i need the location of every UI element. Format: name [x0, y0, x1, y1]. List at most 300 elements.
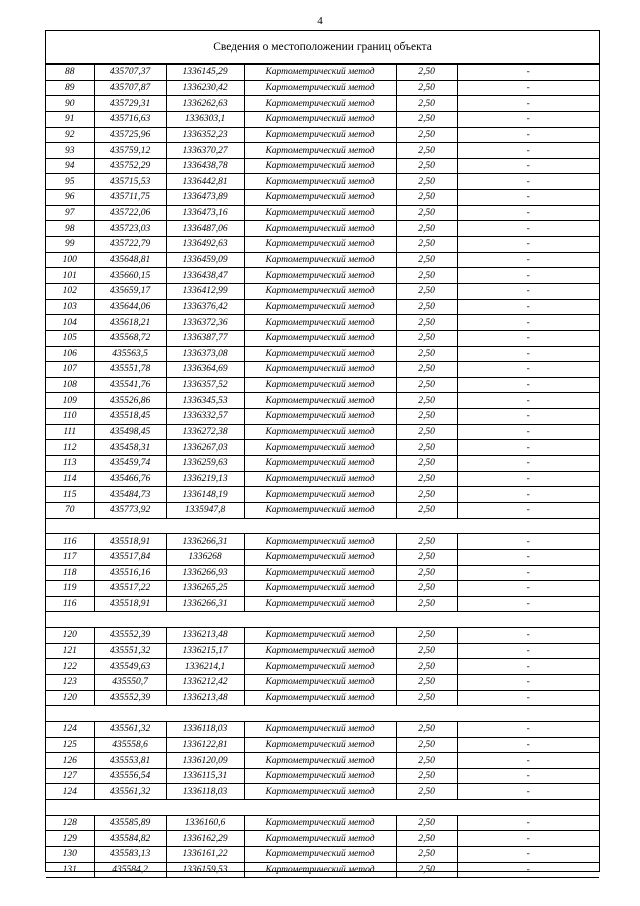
- point-number-cell: 116: [46, 534, 94, 550]
- description-cell: -: [457, 393, 599, 409]
- x-coordinate-cell: 435725,96: [94, 127, 166, 143]
- x-coordinate-cell: 435549,63: [94, 659, 166, 675]
- accuracy-cell: 2,50: [396, 502, 457, 518]
- description-cell: -: [457, 96, 599, 112]
- point-number-cell: 106: [46, 346, 94, 362]
- y-coordinate-cell: 1336212,42: [166, 674, 244, 690]
- description-cell: -: [457, 283, 599, 299]
- accuracy-cell: 2,50: [396, 534, 457, 550]
- x-coordinate-cell: 435516,16: [94, 565, 166, 581]
- description-cell: -: [457, 330, 599, 346]
- method-cell: Картометрический метод: [244, 581, 396, 597]
- point-number-cell: 120: [46, 628, 94, 644]
- description-cell: -: [457, 862, 599, 878]
- point-number-cell: 91: [46, 111, 94, 127]
- x-coordinate-cell: 435550,7: [94, 674, 166, 690]
- accuracy-cell: 2,50: [396, 784, 457, 800]
- table-row: [46, 299, 599, 315]
- boundary-table-sheet: [45, 30, 600, 875]
- method-cell: Картометрический метод: [244, 471, 396, 487]
- table-row: [46, 362, 599, 378]
- point-number-cell: 131: [46, 862, 94, 878]
- method-cell: Картометрический метод: [244, 377, 396, 393]
- description-cell: -: [457, 502, 599, 518]
- y-coordinate-cell: 1336357,52: [166, 377, 244, 393]
- table-row: [46, 768, 599, 784]
- group-separator-row: [46, 800, 599, 816]
- description-cell: -: [457, 831, 599, 847]
- table-row: [46, 815, 599, 831]
- x-coordinate-cell: 435773,92: [94, 502, 166, 518]
- method-cell: Картометрический метод: [244, 768, 396, 784]
- description-cell: -: [457, 174, 599, 190]
- method-cell: Картометрический метод: [244, 502, 396, 518]
- method-cell: Картометрический метод: [244, 80, 396, 96]
- table-row: [46, 237, 599, 253]
- point-number-cell: 97: [46, 205, 94, 221]
- description-cell: -: [457, 299, 599, 315]
- method-cell: Картометрический метод: [244, 330, 396, 346]
- description-cell: -: [457, 205, 599, 221]
- separator-cell: [46, 706, 599, 722]
- description-cell: -: [457, 565, 599, 581]
- y-coordinate-cell: 1336161,22: [166, 847, 244, 863]
- description-cell: -: [457, 815, 599, 831]
- method-cell: Картометрический метод: [244, 424, 396, 440]
- y-coordinate-cell: 1336438,47: [166, 268, 244, 284]
- method-cell: Картометрический метод: [244, 96, 396, 112]
- point-number-cell: 125: [46, 737, 94, 753]
- table-row: [46, 549, 599, 565]
- point-number-cell: 108: [46, 377, 94, 393]
- y-coordinate-cell: 1336473,89: [166, 190, 244, 206]
- description-cell: -: [457, 471, 599, 487]
- accuracy-cell: 2,50: [396, 659, 457, 675]
- point-number-cell: 92: [46, 127, 94, 143]
- y-coordinate-cell: 1336213,48: [166, 628, 244, 644]
- point-number-cell: 100: [46, 252, 94, 268]
- description-cell: -: [457, 847, 599, 863]
- accuracy-cell: 2,50: [396, 862, 457, 878]
- accuracy-cell: 2,50: [396, 565, 457, 581]
- description-cell: -: [457, 252, 599, 268]
- x-coordinate-cell: 435552,39: [94, 628, 166, 644]
- x-coordinate-cell: 435551,32: [94, 643, 166, 659]
- description-cell: -: [457, 80, 599, 96]
- point-number-cell: 88: [46, 65, 94, 81]
- x-coordinate-cell: 435498,45: [94, 424, 166, 440]
- table-row: [46, 221, 599, 237]
- accuracy-cell: 2,50: [396, 815, 457, 831]
- description-cell: -: [457, 487, 599, 503]
- y-coordinate-cell: 1335947,8: [166, 502, 244, 518]
- accuracy-cell: 2,50: [396, 299, 457, 315]
- group-separator-row: [46, 612, 599, 628]
- point-number-cell: 98: [46, 221, 94, 237]
- y-coordinate-cell: 1336387,77: [166, 330, 244, 346]
- accuracy-cell: 2,50: [396, 440, 457, 456]
- table-row: [46, 174, 599, 190]
- x-coordinate-cell: 435707,37: [94, 65, 166, 81]
- method-cell: Картометрический метод: [244, 315, 396, 331]
- x-coordinate-cell: 435466,76: [94, 471, 166, 487]
- page-number: 4: [317, 15, 323, 27]
- table-row: [46, 409, 599, 425]
- y-coordinate-cell: 1336230,42: [166, 80, 244, 96]
- y-coordinate-cell: 1336159,53: [166, 862, 244, 878]
- description-cell: -: [457, 111, 599, 127]
- x-coordinate-cell: 435459,74: [94, 456, 166, 472]
- method-cell: Картометрический метод: [244, 268, 396, 284]
- description-cell: -: [457, 409, 599, 425]
- x-coordinate-cell: 435551,78: [94, 362, 166, 378]
- method-cell: Картометрический метод: [244, 440, 396, 456]
- method-cell: Картометрический метод: [244, 143, 396, 159]
- accuracy-cell: 2,50: [396, 127, 457, 143]
- table-row: [46, 502, 599, 518]
- point-number-cell: 124: [46, 784, 94, 800]
- x-coordinate-cell: 435648,81: [94, 252, 166, 268]
- method-cell: Картометрический метод: [244, 690, 396, 706]
- point-number-cell: 117: [46, 549, 94, 565]
- method-cell: Картометрический метод: [244, 393, 396, 409]
- description-cell: -: [457, 440, 599, 456]
- group-separator-row: [46, 518, 599, 534]
- method-cell: Картометрический метод: [244, 205, 396, 221]
- x-coordinate-cell: 435517,22: [94, 581, 166, 597]
- accuracy-cell: 2,50: [396, 409, 457, 425]
- point-number-cell: 116: [46, 596, 94, 612]
- point-number-cell: 111: [46, 424, 94, 440]
- table-row: [46, 721, 599, 737]
- accuracy-cell: 2,50: [396, 393, 457, 409]
- accuracy-cell: 2,50: [396, 377, 457, 393]
- y-coordinate-cell: 1336492,63: [166, 237, 244, 253]
- x-coordinate-cell: 435526,86: [94, 393, 166, 409]
- point-number-cell: 129: [46, 831, 94, 847]
- accuracy-cell: 2,50: [396, 268, 457, 284]
- table-row: [46, 143, 599, 159]
- description-cell: -: [457, 581, 599, 597]
- table-row: [46, 565, 599, 581]
- table-row: [46, 831, 599, 847]
- description-cell: -: [457, 424, 599, 440]
- description-cell: -: [457, 784, 599, 800]
- point-number-cell: 118: [46, 565, 94, 581]
- description-cell: -: [457, 190, 599, 206]
- table-heading: Сведения о местоположении границ объекта: [46, 31, 599, 64]
- accuracy-cell: 2,50: [396, 315, 457, 331]
- point-number-cell: 110: [46, 409, 94, 425]
- accuracy-cell: 2,50: [396, 471, 457, 487]
- table-row: [46, 643, 599, 659]
- accuracy-cell: 2,50: [396, 65, 457, 81]
- separator-cell: [46, 800, 599, 816]
- y-coordinate-cell: 1336148,19: [166, 487, 244, 503]
- point-number-cell: 113: [46, 456, 94, 472]
- point-number-cell: 119: [46, 581, 94, 597]
- table-row: [46, 315, 599, 331]
- method-cell: Картометрический метод: [244, 815, 396, 831]
- coordinates-table: [46, 64, 599, 878]
- x-coordinate-cell: 435556,54: [94, 768, 166, 784]
- accuracy-cell: 2,50: [396, 96, 457, 112]
- y-coordinate-cell: 1336487,06: [166, 221, 244, 237]
- y-coordinate-cell: 1336259,63: [166, 456, 244, 472]
- method-cell: Картометрический метод: [244, 221, 396, 237]
- y-coordinate-cell: 1336160,6: [166, 815, 244, 831]
- point-number-cell: 104: [46, 315, 94, 331]
- description-cell: -: [457, 659, 599, 675]
- table-row: [46, 283, 599, 299]
- description-cell: -: [457, 721, 599, 737]
- x-coordinate-cell: 435584,82: [94, 831, 166, 847]
- table-row: [46, 268, 599, 284]
- x-coordinate-cell: 435583,13: [94, 847, 166, 863]
- table-row: [46, 80, 599, 96]
- accuracy-cell: 2,50: [396, 549, 457, 565]
- table-row: [46, 96, 599, 112]
- method-cell: Картометрический метод: [244, 237, 396, 253]
- y-coordinate-cell: 1336118,03: [166, 721, 244, 737]
- description-cell: -: [457, 456, 599, 472]
- y-coordinate-cell: 1336118,03: [166, 784, 244, 800]
- table-row: [46, 377, 599, 393]
- x-coordinate-cell: 435715,53: [94, 174, 166, 190]
- point-number-cell: 127: [46, 768, 94, 784]
- x-coordinate-cell: 435729,31: [94, 96, 166, 112]
- table-row: [46, 534, 599, 550]
- description-cell: -: [457, 127, 599, 143]
- x-coordinate-cell: 435563,5: [94, 346, 166, 362]
- y-coordinate-cell: 1336219,13: [166, 471, 244, 487]
- point-number-cell: 70: [46, 502, 94, 518]
- description-cell: -: [457, 377, 599, 393]
- y-coordinate-cell: 1336370,27: [166, 143, 244, 159]
- accuracy-cell: 2,50: [396, 205, 457, 221]
- description-cell: -: [457, 768, 599, 784]
- table-row: [46, 252, 599, 268]
- accuracy-cell: 2,50: [396, 346, 457, 362]
- point-number-cell: 103: [46, 299, 94, 315]
- table-row: [46, 65, 599, 81]
- point-number-cell: 90: [46, 96, 94, 112]
- y-coordinate-cell: 1336372,36: [166, 315, 244, 331]
- accuracy-cell: 2,50: [396, 424, 457, 440]
- table-row: [46, 737, 599, 753]
- x-coordinate-cell: 435458,31: [94, 440, 166, 456]
- method-cell: Картометрический метод: [244, 643, 396, 659]
- accuracy-cell: 2,50: [396, 768, 457, 784]
- y-coordinate-cell: 1336262,63: [166, 96, 244, 112]
- point-number-cell: 122: [46, 659, 94, 675]
- description-cell: -: [457, 628, 599, 644]
- table-row: [46, 346, 599, 362]
- y-coordinate-cell: 1336459,09: [166, 252, 244, 268]
- accuracy-cell: 2,50: [396, 158, 457, 174]
- x-coordinate-cell: 435541,76: [94, 377, 166, 393]
- accuracy-cell: 2,50: [396, 674, 457, 690]
- x-coordinate-cell: 435568,72: [94, 330, 166, 346]
- x-coordinate-cell: 435518,91: [94, 596, 166, 612]
- accuracy-cell: 2,50: [396, 190, 457, 206]
- accuracy-cell: 2,50: [396, 221, 457, 237]
- method-cell: Картометрический метод: [244, 158, 396, 174]
- description-cell: -: [457, 549, 599, 565]
- method-cell: Картометрический метод: [244, 565, 396, 581]
- description-cell: -: [457, 690, 599, 706]
- x-coordinate-cell: 435517,84: [94, 549, 166, 565]
- table-row: [46, 628, 599, 644]
- table-row: [46, 205, 599, 221]
- x-coordinate-cell: 435722,06: [94, 205, 166, 221]
- y-coordinate-cell: 1336215,17: [166, 643, 244, 659]
- accuracy-cell: 2,50: [396, 456, 457, 472]
- accuracy-cell: 2,50: [396, 330, 457, 346]
- method-cell: Картометрический метод: [244, 362, 396, 378]
- method-cell: Картометрический метод: [244, 111, 396, 127]
- accuracy-cell: 2,50: [396, 252, 457, 268]
- separator-cell: [46, 518, 599, 534]
- description-cell: -: [457, 346, 599, 362]
- description-cell: -: [457, 753, 599, 769]
- method-cell: Картометрический метод: [244, 784, 396, 800]
- table-row: [46, 690, 599, 706]
- point-number-cell: 101: [46, 268, 94, 284]
- y-coordinate-cell: 1336214,1: [166, 659, 244, 675]
- accuracy-cell: 2,50: [396, 237, 457, 253]
- point-number-cell: 93: [46, 143, 94, 159]
- description-cell: -: [457, 596, 599, 612]
- point-number-cell: 112: [46, 440, 94, 456]
- method-cell: Картометрический метод: [244, 753, 396, 769]
- method-cell: Картометрический метод: [244, 409, 396, 425]
- table-row: [46, 330, 599, 346]
- table-row: [46, 847, 599, 863]
- method-cell: Картометрический метод: [244, 659, 396, 675]
- point-number-cell: 94: [46, 158, 94, 174]
- table-row: [46, 471, 599, 487]
- point-number-cell: 121: [46, 643, 94, 659]
- table-row: [46, 111, 599, 127]
- y-coordinate-cell: 1336266,31: [166, 534, 244, 550]
- y-coordinate-cell: 1336345,53: [166, 393, 244, 409]
- method-cell: Картометрический метод: [244, 596, 396, 612]
- point-number-cell: 89: [46, 80, 94, 96]
- x-coordinate-cell: 435759,12: [94, 143, 166, 159]
- accuracy-cell: 2,50: [396, 737, 457, 753]
- accuracy-cell: 2,50: [396, 690, 457, 706]
- point-number-cell: 114: [46, 471, 94, 487]
- method-cell: Картометрический метод: [244, 65, 396, 81]
- method-cell: Картометрический метод: [244, 628, 396, 644]
- method-cell: Картометрический метод: [244, 862, 396, 878]
- method-cell: Картометрический метод: [244, 549, 396, 565]
- point-number-cell: 99: [46, 237, 94, 253]
- method-cell: Картометрический метод: [244, 847, 396, 863]
- x-coordinate-cell: 435552,39: [94, 690, 166, 706]
- x-coordinate-cell: 435716,63: [94, 111, 166, 127]
- method-cell: Картометрический метод: [244, 283, 396, 299]
- description-cell: -: [457, 643, 599, 659]
- method-cell: Картометрический метод: [244, 190, 396, 206]
- description-cell: -: [457, 674, 599, 690]
- table-row: [46, 424, 599, 440]
- point-number-cell: 120: [46, 690, 94, 706]
- y-coordinate-cell: 1336352,23: [166, 127, 244, 143]
- table-row: [46, 190, 599, 206]
- method-cell: Картометрический метод: [244, 721, 396, 737]
- table-row: [46, 784, 599, 800]
- y-coordinate-cell: 1336120,09: [166, 753, 244, 769]
- method-cell: Картометрический метод: [244, 534, 396, 550]
- y-coordinate-cell: 1336442,81: [166, 174, 244, 190]
- point-number-cell: 115: [46, 487, 94, 503]
- x-coordinate-cell: 435558,6: [94, 737, 166, 753]
- description-cell: -: [457, 221, 599, 237]
- y-coordinate-cell: 1336266,93: [166, 565, 244, 581]
- point-number-cell: 128: [46, 815, 94, 831]
- accuracy-cell: 2,50: [396, 111, 457, 127]
- description-cell: -: [457, 65, 599, 81]
- table-row: [46, 127, 599, 143]
- method-cell: Картометрический метод: [244, 299, 396, 315]
- method-cell: Картометрический метод: [244, 127, 396, 143]
- accuracy-cell: 2,50: [396, 581, 457, 597]
- y-coordinate-cell: 1336272,38: [166, 424, 244, 440]
- y-coordinate-cell: 1336268: [166, 549, 244, 565]
- y-coordinate-cell: 1336373,08: [166, 346, 244, 362]
- x-coordinate-cell: 435618,21: [94, 315, 166, 331]
- accuracy-cell: 2,50: [396, 596, 457, 612]
- method-cell: Картометрический метод: [244, 456, 396, 472]
- accuracy-cell: 2,50: [396, 643, 457, 659]
- x-coordinate-cell: 435752,29: [94, 158, 166, 174]
- point-number-cell: 126: [46, 753, 94, 769]
- method-cell: Картометрический метод: [244, 174, 396, 190]
- x-coordinate-cell: 435707,87: [94, 80, 166, 96]
- table-row: [46, 440, 599, 456]
- point-number-cell: 123: [46, 674, 94, 690]
- y-coordinate-cell: 1336115,31: [166, 768, 244, 784]
- description-cell: -: [457, 737, 599, 753]
- accuracy-cell: 2,50: [396, 753, 457, 769]
- accuracy-cell: 2,50: [396, 174, 457, 190]
- accuracy-cell: 2,50: [396, 283, 457, 299]
- point-number-cell: 105: [46, 330, 94, 346]
- x-coordinate-cell: 435644,06: [94, 299, 166, 315]
- point-number-cell: 130: [46, 847, 94, 863]
- point-number-cell: 95: [46, 174, 94, 190]
- y-coordinate-cell: 1336376,42: [166, 299, 244, 315]
- group-separator-row: [46, 706, 599, 722]
- y-coordinate-cell: 1336213,48: [166, 690, 244, 706]
- accuracy-cell: 2,50: [396, 831, 457, 847]
- description-cell: -: [457, 268, 599, 284]
- x-coordinate-cell: 435561,32: [94, 784, 166, 800]
- table-row: [46, 659, 599, 675]
- point-number-cell: 107: [46, 362, 94, 378]
- y-coordinate-cell: 1336412,99: [166, 283, 244, 299]
- y-coordinate-cell: 1336162,29: [166, 831, 244, 847]
- y-coordinate-cell: 1336332,57: [166, 409, 244, 425]
- x-coordinate-cell: 435723,03: [94, 221, 166, 237]
- x-coordinate-cell: 435585,89: [94, 815, 166, 831]
- x-coordinate-cell: 435660,15: [94, 268, 166, 284]
- table-row: [46, 456, 599, 472]
- y-coordinate-cell: 1336473,16: [166, 205, 244, 221]
- table-row: [46, 674, 599, 690]
